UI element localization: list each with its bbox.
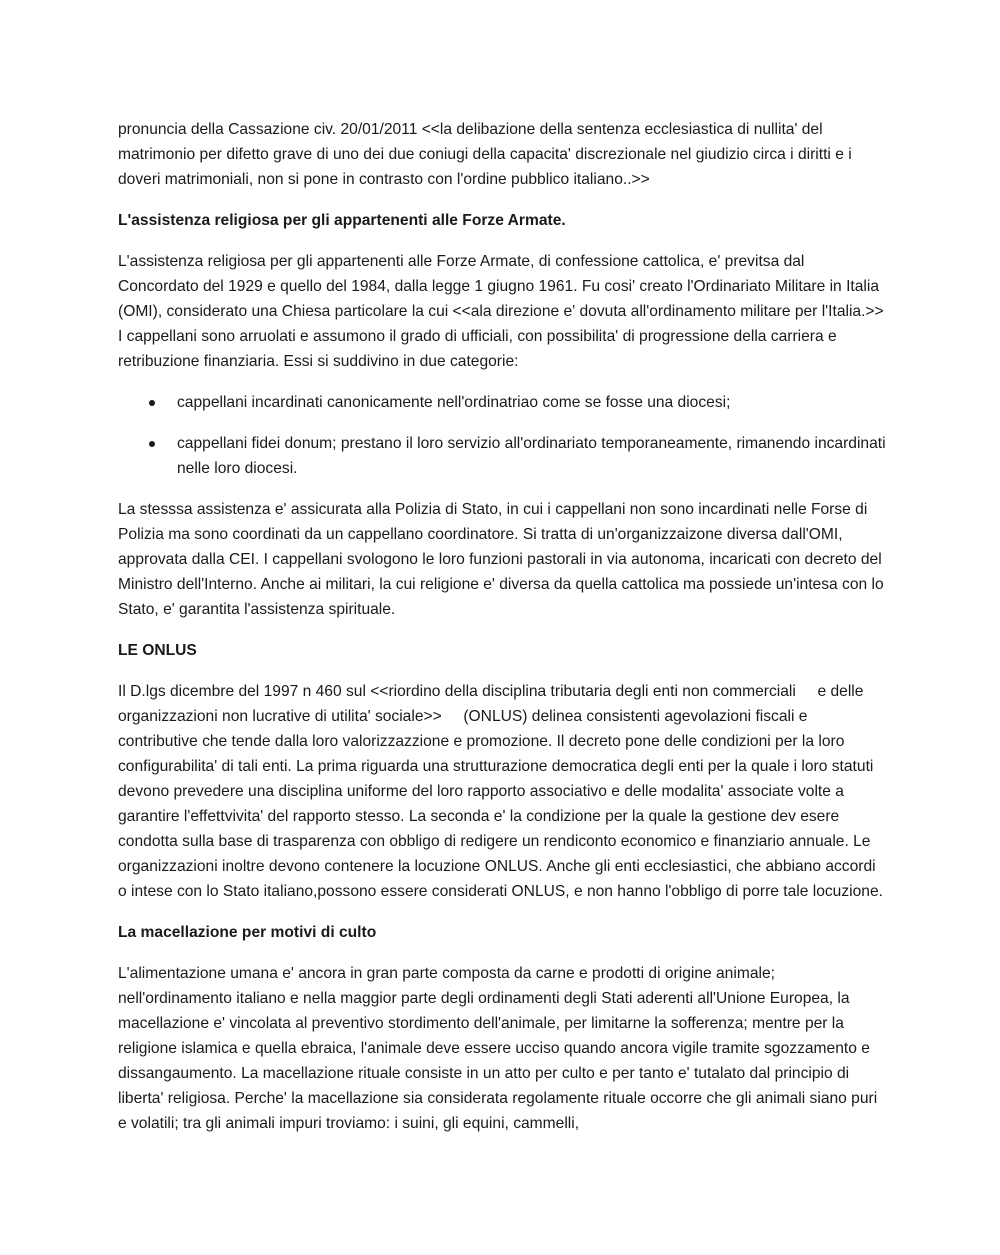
heading-macellazione: La macellazione per motivi di culto <box>118 924 377 941</box>
paragraph-forze-armate: L'assistenza religiosa per gli appartenenti alle Forze Armate, di confessione cattolica, e' previtsa dal Concordato del 1929 e quello del 1984, dalla legge 1 giugno 1961. Fu cosi' creato l'Ordinariato Militare in Italia (OMI), considerato una Chiesa particolare la cui <<ala direzione e' dovuta all'ordinamento militare per l'Italia.>> I cappellani sono arruolati e assumono il grado di ufficiali, con possibilita' di progressione della carriera e retribuzione finanziaria. Essi si suddivino in due categorie: <box>118 253 884 370</box>
list-item-text: cappellani incardinati canonicamente nell'ordinatriao come se fosse una diocesi; <box>177 394 731 411</box>
heading-forze-armate: L'assistenza religiosa per gli appartenenti alle Forze Armate. <box>118 212 566 229</box>
list-item <box>118 431 888 481</box>
list-item-text: cappellani fidei donum; prestano il loro servizio all'ordinariato temporaneamente, rimanendo incardinati nelle loro diocesi. <box>177 435 886 477</box>
bullet-icon <box>149 400 155 406</box>
paragraph-polizia: La stesssa assistenza e' assicurata alla Polizia di Stato, in cui i cappellani non sono incardinati nelle Forse di Polizia ma sono coordinati da un cappellano coordinatore. Si tratta di un'organizzaizone diversa dall'OMI, approvata dalla CEI. I cappellani svologono le loro funzioni pastorali in via autonoma, incaricati con decreto del Ministro dell'Interno. Anche ai militari, la cui religione e' diversa da quella cattolica ma possiede un'intesa con lo Stato, e' garantita l'assistenza spirituale. <box>118 501 884 618</box>
document-body <box>118 117 888 1152</box>
bullet-icon <box>149 441 155 447</box>
paragraph-onlus: Il D.lgs dicembre del 1997 n 460 sul <<riordino della disciplina tributaria degli enti non commerciali e delle organizzazioni non lucrative di utilita' sociale>> (ONLUS) delinea consistenti agevolazioni fiscali e contributive che tende dalla loro valorizzazzione e promozione. Il decreto pone delle condizioni per la loro configurabilita' di tali enti. La prima riguarda una strutturazione democratica degli enti per la quale i loro statuti devono prevedere una disciplina uniforme del loro rapporto associativo e delle modalita' associate volte a garantire l'effettvivita' del rapporto stesso. La seconda e' la condizione per la quale la gestione dev esere condotta sulla base di trasparenza con obbligo di redigere un rendiconto economico e finanziario annuale. Le organizzazioni inoltre devono contenere la locuzione ONLUS. Anche gli enti ecclesiastici, che abbiano accordi o intese con lo Stato italiano,possono essere considerati ONLUS, e non hanno l'obbligo di porre tale locuzione. <box>118 683 883 900</box>
cappellani-list <box>118 390 888 481</box>
heading-onlus: LE ONLUS <box>118 642 197 659</box>
paragraph-macellazione: L'alimentazione umana e' ancora in gran parte composta da carne e prodotti di origine animale; nell'ordinamento italiano e nella maggior parte degli ordinamenti degli Stati aderenti all'Unione Europea, la macellazione e' vincolata al preventivo stordimento dell'animale, per limitarne la sofferenza; mentre per la religione islamica e quella ebraica, l'animale deve essere ucciso quando ancora vigile tramite sgozzamento e dissangaumento. La macellazione rituale consiste in un atto per culto e per tanto e' tutalato dal principio di liberta' religiosa. Perche' la macellazione sia considerata regolamente rituale occorre che gli animali siano puri e volatili; tra gli animali impuri troviamo: i suini, gli equini, cammelli, <box>118 965 878 1132</box>
list-item <box>118 390 888 415</box>
paragraph-cassazione: pronuncia della Cassazione civ. 20/01/2011 <<la delibazione della sentenza ecclesiastica di nullita' del matrimonio per difetto grave di uno dei due coniugi della capacita' discrezionale nel giudizio circa i diritti e i doveri matrimoniali, non si pone in contrasto con l'ordine pubblico italiano..>> <box>118 121 852 188</box>
